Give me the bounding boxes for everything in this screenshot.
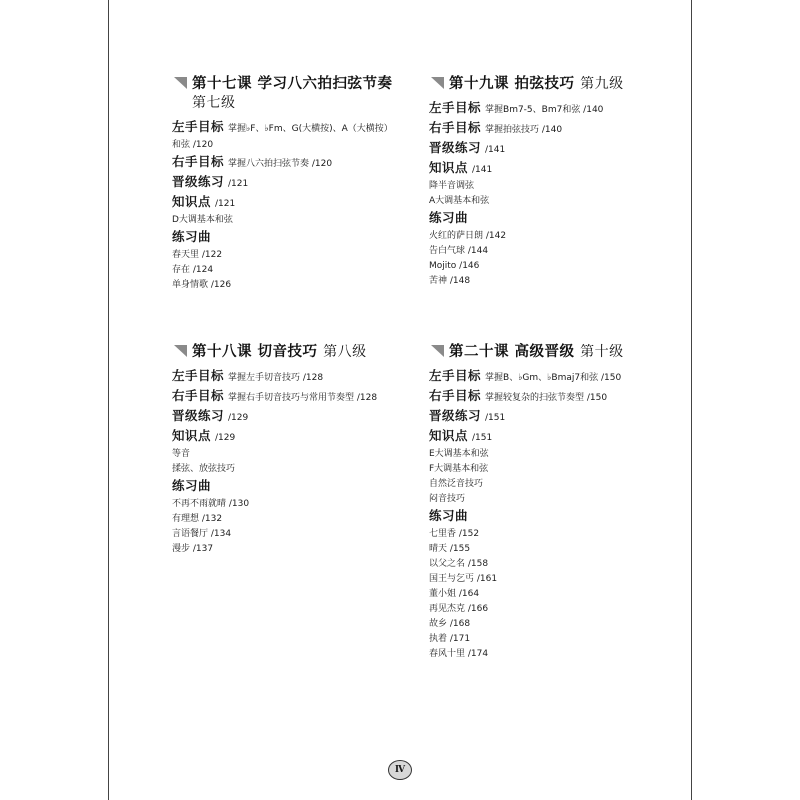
- toc-entry: [429, 617, 669, 632]
- lesson-title-text: 第十七课 学习八六拍扫弦节奏: [192, 75, 393, 92]
- toc-entry: [429, 572, 669, 587]
- lesson-17-section: [172, 74, 397, 293]
- triangle-marker-icon: [431, 345, 444, 357]
- toc-entry-text: 国王与乞丐 /161: [429, 574, 498, 584]
- toc-entry-text: /141: [472, 165, 493, 175]
- toc-heading-label: 晋级练习: [429, 408, 482, 423]
- toc-entry: [429, 229, 669, 244]
- right-margin-rule: [691, 0, 692, 800]
- toc-heading-label: 知识点: [429, 160, 469, 175]
- toc-entry-text: 漫步 /137: [172, 544, 214, 554]
- toc-heading-row: [429, 387, 669, 407]
- toc-heading-row: [172, 173, 397, 193]
- lesson-title: [429, 74, 669, 94]
- toc-entry-text: 七里香 /152: [429, 529, 480, 539]
- toc-entry-text: 存在 /124: [172, 265, 214, 275]
- toc-heading-row: [429, 119, 669, 139]
- toc-entry: [429, 602, 669, 617]
- lesson-20-section: [429, 342, 669, 662]
- toc-entry-text: /129: [215, 433, 236, 443]
- toc-entry: [172, 138, 397, 153]
- toc-entry: [429, 259, 669, 274]
- toc-entry: [172, 263, 397, 278]
- toc-heading-label: 右手目标: [429, 388, 482, 403]
- toc-heading-row: [429, 99, 669, 119]
- toc-entry-text: 掌握Bm7-5、Bm7和弦 /140: [485, 105, 604, 115]
- toc-entry-text: 春天里 /122: [172, 250, 223, 260]
- toc-heading-label: 晋级练习: [172, 174, 225, 189]
- toc-entry: [429, 462, 669, 477]
- toc-entry: [429, 542, 669, 557]
- toc-heading-label: 晋级练习: [429, 140, 482, 155]
- lesson-rows: [429, 99, 669, 289]
- toc-heading-row: [429, 209, 669, 229]
- toc-entry-text: 告白气球 /144: [429, 246, 489, 256]
- toc-heading-label: 知识点: [172, 428, 212, 443]
- toc-entry-text: 不再不雨就晴 /130: [172, 499, 250, 509]
- toc-entry-text: 春风十里 /174: [429, 649, 489, 659]
- toc-entry: [172, 527, 412, 542]
- toc-entry: [429, 647, 669, 662]
- toc-heading-label: 右手目标: [429, 120, 482, 135]
- toc-entry: [429, 632, 669, 647]
- toc-entry: [172, 278, 397, 293]
- toc-heading-row: [429, 159, 669, 179]
- toc-entry-text: 闷音技巧: [429, 494, 466, 504]
- lesson-title-text: 第十八课 切音技巧: [192, 343, 318, 360]
- toc-heading-label: 晋级练习: [172, 408, 225, 423]
- toc-entry-text: Mojito /146: [429, 261, 480, 271]
- toc-entry-text: 掌握♭F、♭Fm、G(大横按)、A（大横按）: [228, 124, 393, 134]
- page-number-badge: Ⅳ: [388, 760, 412, 780]
- toc-entry-text: /121: [215, 199, 236, 209]
- toc-heading-row: [172, 193, 397, 213]
- toc-heading-row: [429, 367, 669, 387]
- toc-heading-label: 左手目标: [172, 119, 225, 134]
- toc-entry-text: 以父之名 /158: [429, 559, 489, 569]
- toc-entry-text: 有理想 /132: [172, 514, 223, 524]
- toc-entry-text: 和弦 /120: [172, 140, 214, 150]
- toc-heading-label: 左手目标: [429, 368, 482, 383]
- toc-heading-row: [429, 507, 669, 527]
- toc-heading-row: [172, 407, 412, 427]
- toc-heading-row: [429, 139, 669, 159]
- toc-entry-text: 掌握左手切音技巧 /128: [228, 373, 324, 383]
- toc-entry-text: 再见杰克 /166: [429, 604, 489, 614]
- toc-entry-text: 董小姐 /164: [429, 589, 480, 599]
- toc-heading-label: 练习曲: [429, 508, 469, 523]
- toc-heading-row: [172, 427, 412, 447]
- lesson-title: [429, 342, 669, 362]
- toc-entry-text: /151: [472, 433, 493, 443]
- toc-heading-row: [429, 427, 669, 447]
- toc-entry-text: A大调基本和弦: [429, 196, 490, 206]
- toc-entry: [429, 244, 669, 259]
- toc-heading-label: 知识点: [429, 428, 469, 443]
- toc-entry: [172, 447, 412, 462]
- toc-entry-text: 晴天 /155: [429, 544, 471, 554]
- toc-entry: [429, 492, 669, 507]
- triangle-marker-icon: [174, 77, 187, 89]
- lesson-level: 第七级: [192, 95, 236, 111]
- toc-entry-text: 掌握B、♭Gm、♭Bmaj7和弦 /150: [485, 373, 622, 383]
- toc-entry-text: 等音: [172, 449, 191, 459]
- toc-entry: [172, 512, 412, 527]
- toc-heading-label: 左手目标: [172, 368, 225, 383]
- lesson-title: [172, 342, 412, 362]
- lesson-rows: [172, 367, 412, 557]
- toc-entry: [429, 179, 669, 194]
- toc-entry: [429, 274, 669, 289]
- toc-entry-text: 言语餐厅 /134: [172, 529, 232, 539]
- toc-entry-text: 掌握八六拍扫弦节奏 /120: [228, 159, 333, 169]
- lesson-level: 第九级: [580, 76, 624, 92]
- toc-entry: [172, 248, 397, 263]
- lesson-title-text: 第二十课 高级晋级: [449, 343, 575, 360]
- toc-entry-text: 苦神 /148: [429, 276, 471, 286]
- toc-heading-row: [172, 153, 397, 173]
- toc-entry: [429, 587, 669, 602]
- toc-entry-text: 执着 /171: [429, 634, 471, 644]
- toc-entry-text: /129: [228, 413, 249, 423]
- toc-entry-text: /141: [485, 145, 506, 155]
- toc-entry-text: F大调基本和弦: [429, 464, 489, 474]
- toc-entry-text: 降半音调弦: [429, 181, 475, 191]
- toc-entry-text: /151: [485, 413, 506, 423]
- lesson-title-text: 第十九课 拍弦技巧: [449, 75, 575, 92]
- triangle-marker-icon: [174, 345, 187, 357]
- toc-entry: [429, 194, 669, 209]
- toc-heading-label: 练习曲: [172, 229, 212, 244]
- toc-heading-row: [172, 477, 412, 497]
- toc-entry-text: /121: [228, 179, 249, 189]
- toc-entry-text: 自然泛音技巧: [429, 479, 484, 489]
- toc-entry: [429, 447, 669, 462]
- triangle-marker-icon: [431, 77, 444, 89]
- lesson-19-section: [429, 74, 669, 289]
- toc-entry: [172, 213, 397, 228]
- toc-entry: [172, 542, 412, 557]
- toc-entry-text: 揉弦、放弦技巧: [172, 464, 236, 474]
- toc-heading-row: [429, 407, 669, 427]
- toc-entry-text: 掌握右手切音技巧与常用节奏型 /128: [228, 393, 378, 403]
- lesson-title: [172, 74, 397, 113]
- lesson-level: 第十级: [580, 344, 624, 360]
- toc-heading-label: 左手目标: [429, 100, 482, 115]
- toc-entry-text: 火红的萨日朗 /142: [429, 231, 507, 241]
- toc-entry-text: D大调基本和弦: [172, 215, 233, 225]
- toc-heading-row: [172, 228, 397, 248]
- toc-heading-label: 知识点: [172, 194, 212, 209]
- toc-entry: [429, 527, 669, 542]
- toc-entry: [429, 557, 669, 572]
- toc-entry-text: 掌握拍弦技巧 /140: [485, 125, 563, 135]
- left-margin-rule: [108, 0, 109, 800]
- toc-entry-text: E大调基本和弦: [429, 449, 489, 459]
- lesson-level: 第八级: [323, 344, 367, 360]
- toc-heading-label: 练习曲: [172, 478, 212, 493]
- toc-heading-row: [172, 367, 412, 387]
- toc-heading-row: [172, 387, 412, 407]
- toc-heading-label: 右手目标: [172, 388, 225, 403]
- toc-entry-text: 单身情歌 /126: [172, 280, 232, 290]
- toc-heading-label: 练习曲: [429, 210, 469, 225]
- toc-entry: [172, 462, 412, 477]
- lesson-rows: [429, 367, 669, 662]
- lesson-rows: [172, 118, 397, 293]
- toc-entry: [172, 497, 412, 512]
- lesson-18-section: [172, 342, 412, 557]
- toc-entry-text: 故乡 /168: [429, 619, 471, 629]
- toc-heading-row: [172, 118, 397, 138]
- toc-entry: [429, 477, 669, 492]
- toc-entry-text: 掌握较复杂的扫弦节奏型 /150: [485, 393, 608, 403]
- toc-heading-label: 右手目标: [172, 154, 225, 169]
